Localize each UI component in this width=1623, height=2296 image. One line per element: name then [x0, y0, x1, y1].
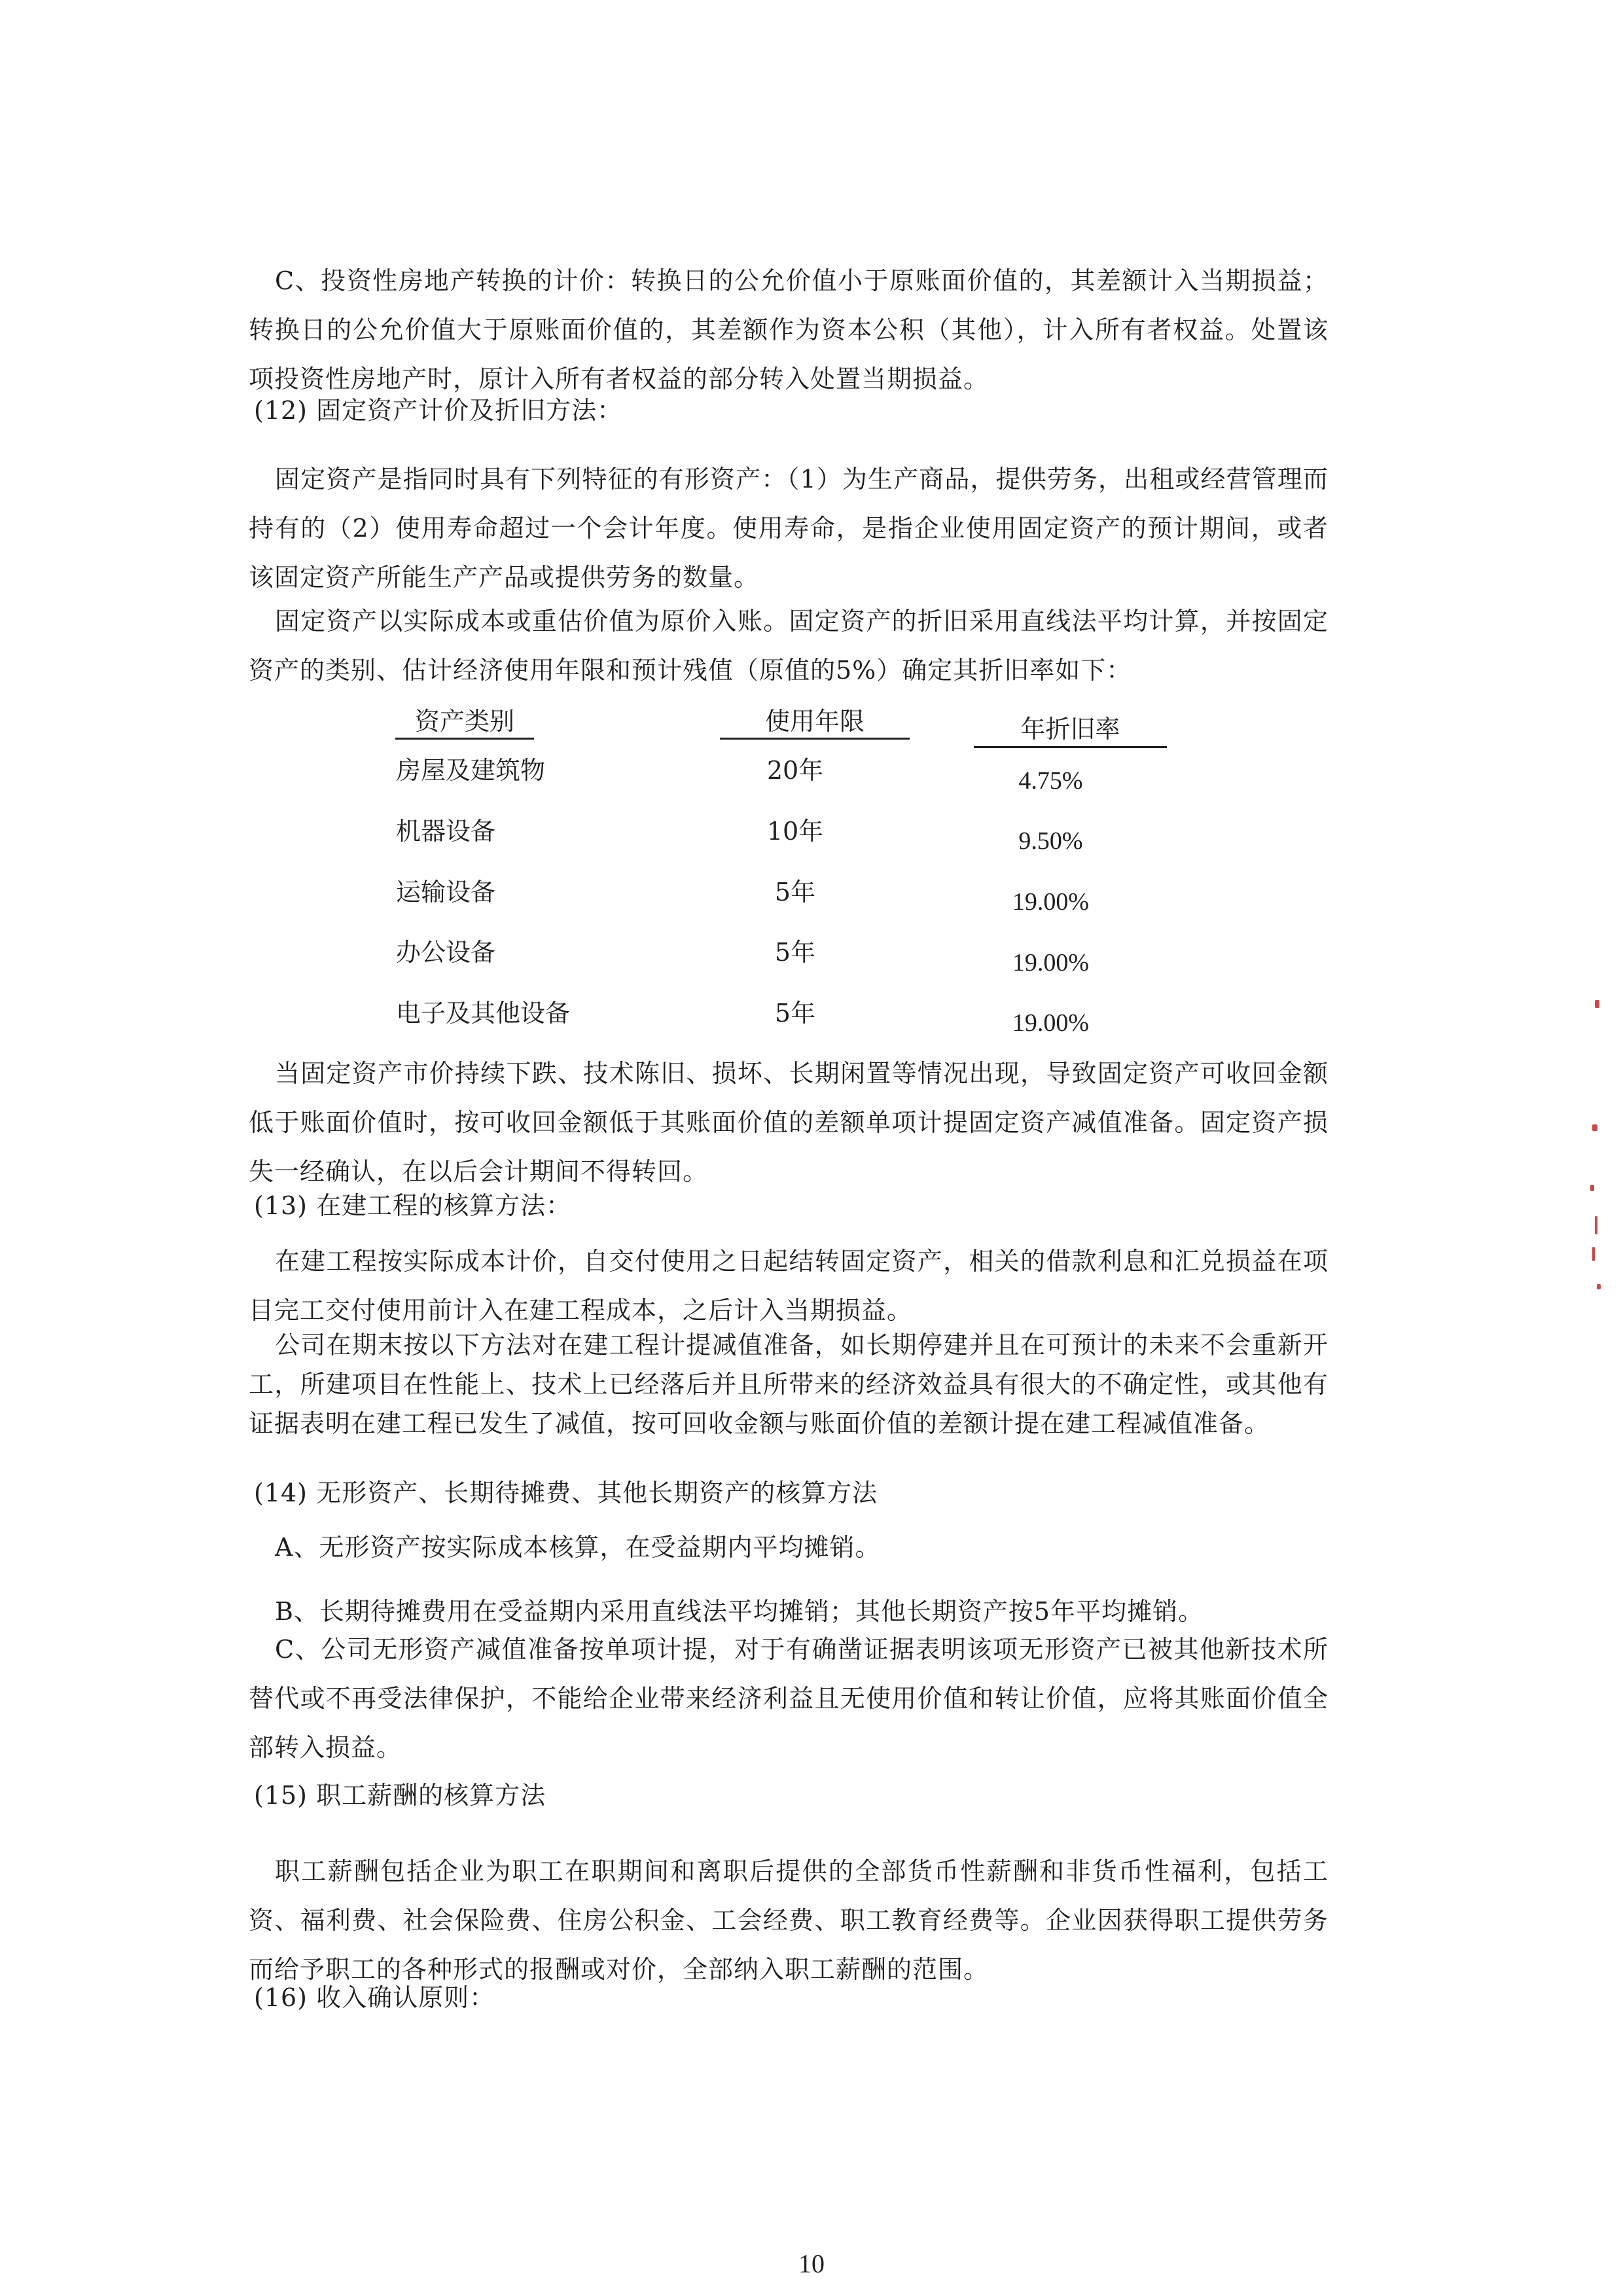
table-header-annual-rate: 年折旧率 — [974, 713, 1167, 748]
table-header-asset-type: 资产类别 — [395, 705, 534, 740]
paragraph-compensation: 职工薪酬包括企业为职工在职期间和离职后提供的全部货币性薪酬和非货币性福利，包括工资、福利费、社会保险费、住房公积金、工会经费、职工教育经费等。企业因获得职工提供劳务而给予职工的各种形式的报酬或对价，全部纳入职工薪酬的范围。 — [249, 1857, 1329, 1984]
table-header-useful-life: 使用年限 — [720, 705, 910, 740]
paragraph-depreciation: 固定资产以实际成本或重估价值为原价入账。固定资产的折旧采用直线法平均计算，并按固定资产的类别、估计经济使用年限和预计残值（原值的5%）确定其折旧率如下： — [249, 607, 1329, 685]
seal-mark — [1592, 1124, 1597, 1131]
heading-construction: (13) 在建工程的核算方法： — [254, 1191, 572, 1220]
table-cell-asset-type: 运输设备 — [396, 878, 496, 906]
table-cell-useful-life: 5年 — [774, 938, 816, 967]
heading-revenue-recognition: (16) 收入确认原则： — [254, 1983, 495, 2012]
paragraph-impairment: 当固定资产市价持续下跌、技术陈旧、损坏、长期闲置等情况出现，导致固定资产可收回金额低于账面价值时，按可收回金额低于其账面价值的差额单项计提固定资产减值准备。固定资产损失一经确认，在以后会计期间不得转回。 — [249, 1059, 1329, 1186]
paragraph-fixed-assets-definition: 固定资产是指同时具有下列特征的有形资产：（1）为生产商品，提供劳务，出租或经营管理而持有的（2）使用寿命超过一个会计年度。使用寿命，是指企业使用固定资产的预计期间，或者该固定资产所能生产产品或提供劳务的数量。 — [249, 465, 1329, 592]
heading-compensation: (15) 职工薪酬的核算方法 — [254, 1781, 546, 1810]
table-cell-annual-rate: 4.75% — [1018, 767, 1083, 795]
table-cell-annual-rate: 19.00% — [1012, 1009, 1090, 1037]
table-cell-annual-rate: 19.00% — [1012, 888, 1090, 916]
table-cell-asset-type: 办公设备 — [396, 938, 496, 967]
table-cell-useful-life: 5年 — [774, 999, 816, 1028]
table-cell-annual-rate: 19.00% — [1012, 949, 1090, 977]
seal-mark — [1595, 1000, 1599, 1008]
table-cell-asset-type: 房屋及建筑物 — [396, 756, 546, 785]
table-cell-useful-life: 10年 — [766, 817, 824, 846]
table-cell-useful-life: 5年 — [774, 878, 816, 906]
table-cell-asset-type: 电子及其他设备 — [396, 999, 571, 1028]
page-number: 10 — [798, 2249, 825, 2278]
seal-mark — [1595, 1216, 1597, 1234]
heading-intangible-assets: (14) 无形资产、长期待摊费、其他长期资产的核算方法 — [254, 1479, 878, 1507]
table-cell-annual-rate: 9.50% — [1018, 827, 1083, 855]
paragraph-construction-impairment: 公司在期末按以下方法对在建工程计提减值准备，如长期停建并且在可预计的未来不会重新开工，所建项目在性能上、技术上已经落后并且所带来的经济效益具有很大的不确定性，或其他有证据表明在建工程已发生了减值，按可回收金额与账面价值的差额计提在建工程减值准备。 — [249, 1331, 1329, 1438]
paragraph-intangible-a: A、无形资产按实际成本核算，在受益期内平均摊销。 — [275, 1533, 881, 1562]
seal-mark — [1590, 1185, 1594, 1191]
table-cell-asset-type: 机器设备 — [396, 817, 496, 846]
paragraph-construction-cost: 在建工程按实际成本计价，自交付使用之日起结转固定资产，相关的借款利息和汇兑损益在项目完工交付使用前计入在建工程成本，之后计入当期损益。 — [249, 1247, 1329, 1325]
seal-mark — [1597, 1284, 1601, 1289]
table-cell-useful-life: 20年 — [766, 756, 824, 785]
paragraph-intangible-c: C、公司无形资产减值准备按单项计提，对于有确凿证据表明该项无形资产已被其他新技术所替代或不再受法律保护，不能给企业带来经济利益且无使用价值和转让价值，应将其账面价值全部转入损益。 — [249, 1635, 1329, 1762]
seal-mark — [1592, 1247, 1595, 1261]
paragraph-intangible-b: B、长期待摊费用在受益期内采用直线法平均摊销；其他长期资产按5年平均摊销。 — [275, 1597, 1204, 1626]
paragraph-investment-property: C、投资性房地产转换的计价：转换日的公允价值小于原账面价值的，其差额计入当期损益；转换日的公允价值大于原账面价值的，其差额作为资本公积（其他），计入所有者权益。处置该项投资性房地产时，原计入所有者权益的部分转入处置当期损益。 — [249, 266, 1329, 393]
heading-fixed-assets: (12) 固定资产计价及折旧方法： — [254, 396, 623, 425]
